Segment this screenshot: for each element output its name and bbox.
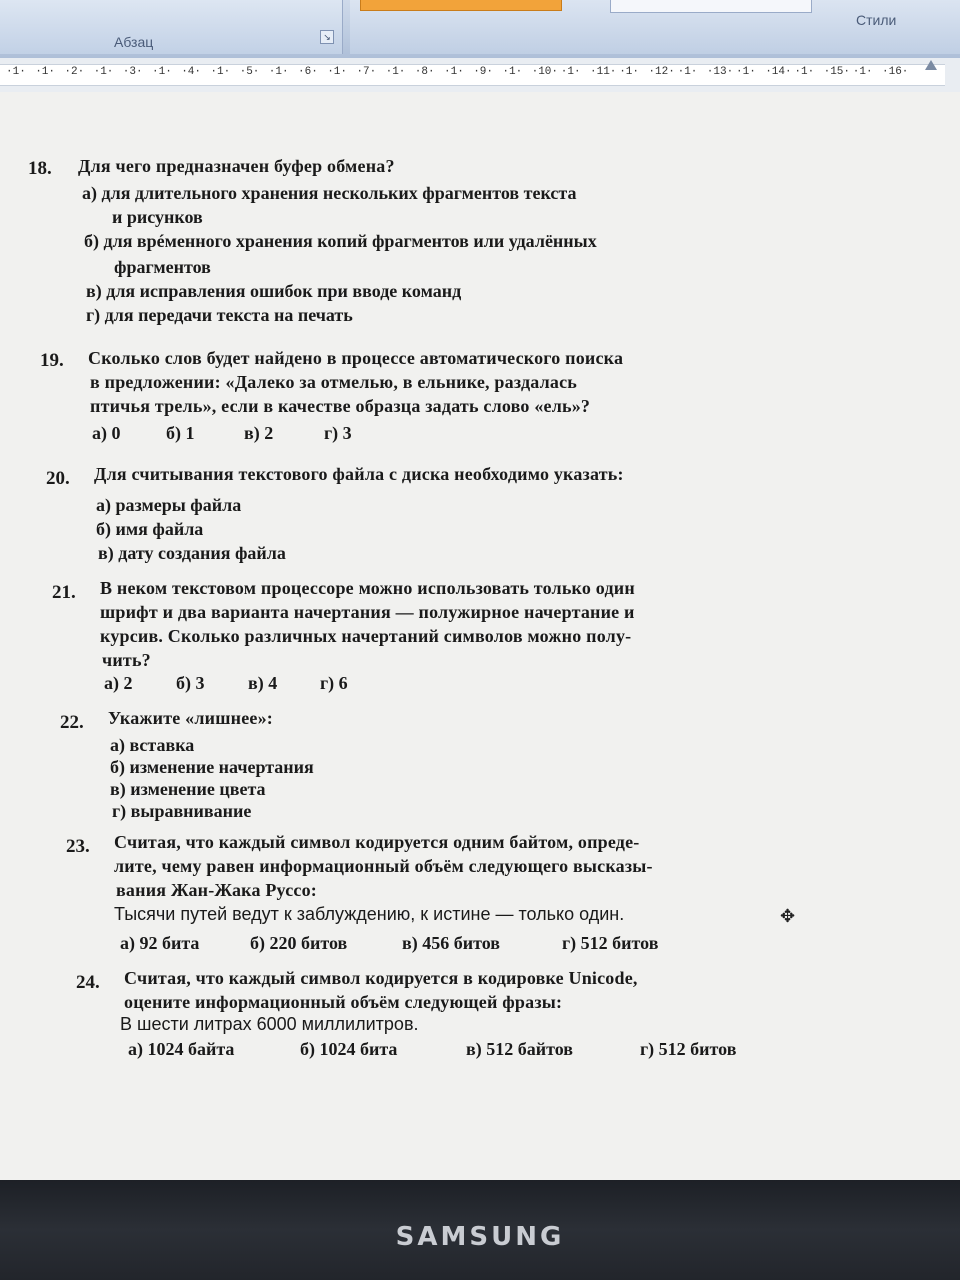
dialog-launcher-icon[interactable]: ↘ xyxy=(320,30,334,44)
answer-option: г) 3 xyxy=(324,423,352,443)
answer-option: б) 3 xyxy=(176,673,205,693)
question-text: курсив. Сколько различных начертаний символов можно полу- xyxy=(100,626,632,646)
ruler-tick: ·7· xyxy=(356,66,377,78)
question-number: 21. xyxy=(52,582,76,603)
ruler-tick: ·1· xyxy=(93,66,114,78)
answer-option: г) выравнивание xyxy=(112,801,252,821)
ruler-tick: ·1· xyxy=(152,66,172,78)
answer-option: г) 512 битов xyxy=(562,933,659,953)
ruler-tick: ·14· xyxy=(765,66,792,78)
question-text: птичья трель», если в качестве образца задать слово «ель»? xyxy=(90,396,591,416)
ruler-tick: ·4· xyxy=(181,66,201,78)
answer-option: в) изменение цвета xyxy=(110,779,266,799)
ruler-tick: ·15· xyxy=(823,66,850,78)
question-text: В неком текстовом процессоре можно использовать только один xyxy=(100,578,635,598)
horizontal-ruler[interactable] xyxy=(0,58,960,93)
ruler-tick: ·1· xyxy=(268,66,289,78)
ruler-tick: ·5· xyxy=(239,66,260,78)
ruler-tick: ·1· xyxy=(385,66,406,78)
answer-option: г) 512 битов xyxy=(640,1039,737,1059)
ruler-tick: ·3· xyxy=(122,66,143,78)
question-text: в предложении: «Далеко за отмелью, в ельнике, раздалась xyxy=(90,372,578,392)
answer-option: а) 2 xyxy=(104,673,133,693)
question-text: вания Жан-Жака Руссо: xyxy=(116,880,317,900)
answer-option: б) 1 xyxy=(166,423,195,443)
answer-option: а) 1024 байта xyxy=(128,1039,235,1059)
question-text: чить? xyxy=(102,650,151,670)
ruler-tick: ·12· xyxy=(648,66,675,78)
ribbon-orange-tab[interactable] xyxy=(360,0,562,11)
ruler-tick: ·1· xyxy=(794,66,815,78)
answer-option: а) 0 xyxy=(92,423,121,443)
question-text: шрифт и два варианта начертания — полужирное начертание и xyxy=(100,602,635,622)
answer-option: б) для врéменного хранения копий фрагментов или удалённых xyxy=(84,231,597,251)
answer-option: б) имя файла xyxy=(96,519,204,539)
question-number: 19. xyxy=(40,350,64,371)
answer-option: а) 92 бита xyxy=(120,933,200,953)
ribbon xyxy=(0,0,960,59)
paragraph-group xyxy=(0,0,343,54)
styles-group-label: Стили xyxy=(856,12,897,28)
question-text: оцените информационный объём следующей фразы: xyxy=(124,992,563,1012)
ruler-tick: ·1· xyxy=(327,66,347,78)
answer-option: в) дату создания файла xyxy=(98,543,286,563)
answer-option: г) 6 xyxy=(320,673,348,693)
document-page[interactable] xyxy=(0,92,960,1180)
question-text: Считая, что каждый символ кодируется одним байтом, опреде- xyxy=(114,832,640,852)
question-text: Для считывания текстового файла с диска необходимо указать: xyxy=(94,464,624,484)
answer-option: а) размеры файла xyxy=(96,495,242,515)
answer-option: в) 512 байтов xyxy=(466,1039,573,1059)
answer-option: б) 1024 бита xyxy=(300,1039,398,1059)
answer-option: фрагментов xyxy=(114,257,211,277)
question-text: Сколько слов будет найдено в процессе автоматического поиска xyxy=(88,348,624,368)
ruler-tick: ·8· xyxy=(414,66,435,78)
ruler-tick: ·1· xyxy=(35,66,55,78)
ruler-tick: ·11· xyxy=(590,66,617,78)
answer-option: б) изменение начертания xyxy=(110,757,314,777)
question-number: 18. xyxy=(28,158,52,179)
ruler-tick: ·10· xyxy=(531,66,558,78)
ruler-tick: ·13· xyxy=(706,66,734,78)
ruler-tick: ·1· xyxy=(619,66,639,78)
answer-option: г) для передачи текста на печать xyxy=(86,305,353,325)
ruler-tick: ·1· xyxy=(502,66,523,78)
ruler-tick: ·1· xyxy=(677,66,698,78)
ruler-tick: ·1· xyxy=(560,66,581,78)
quote-text: В шести литрах 6000 миллилитров. xyxy=(120,1014,419,1034)
monitor-brand-logo: SAMSUNG xyxy=(395,1222,565,1252)
question-text: Считая, что каждый символ кодируется в кодировке Unicode, xyxy=(124,968,638,988)
paragraph-group-label: Абзац xyxy=(114,34,154,50)
styles-gallery[interactable] xyxy=(610,0,812,13)
question-text: Укажите «лишнее»: xyxy=(108,708,273,728)
question-number: 20. xyxy=(46,468,70,489)
answer-option: и рисунков xyxy=(112,207,203,227)
answer-option: в) 4 xyxy=(248,673,278,693)
ruler-tick: ·1· xyxy=(210,66,231,78)
ruler-tick: ·6· xyxy=(298,66,318,78)
question-number: 24. xyxy=(76,972,100,993)
question-number: 23. xyxy=(66,836,90,857)
move-cursor-icon: ✥ xyxy=(780,906,796,926)
answer-option: а) для длительного хранения нескольких фрагментов текста xyxy=(82,183,577,203)
answer-option: в) для исправления ошибок при вводе команд xyxy=(86,281,462,301)
answer-option: в) 456 битов xyxy=(402,933,500,953)
answer-option: б) 220 битов xyxy=(250,933,348,953)
question-text: Для чего предназначен буфер обмена? xyxy=(78,156,395,176)
ruler-tick: ·1· xyxy=(736,66,756,78)
answer-option: а) вставка xyxy=(110,735,195,755)
question-number: 22. xyxy=(60,712,84,733)
ruler-tick: ·1· xyxy=(6,66,26,78)
ruler-tick: ·16· xyxy=(882,66,909,78)
ruler-tick: ·1· xyxy=(852,66,873,78)
question-text: лите, чему равен информационный объём следующего высказы- xyxy=(114,856,653,876)
ruler-tick: ·2· xyxy=(64,66,85,78)
answer-option: в) 2 xyxy=(244,423,274,443)
ruler-tick: ·1· xyxy=(444,66,464,78)
right-indent-marker-icon[interactable] xyxy=(925,60,937,70)
quote-text: Тысячи путей ведут к заблуждению, к истине — только один. xyxy=(114,904,625,924)
ruler-tick: ·9· xyxy=(473,66,493,78)
